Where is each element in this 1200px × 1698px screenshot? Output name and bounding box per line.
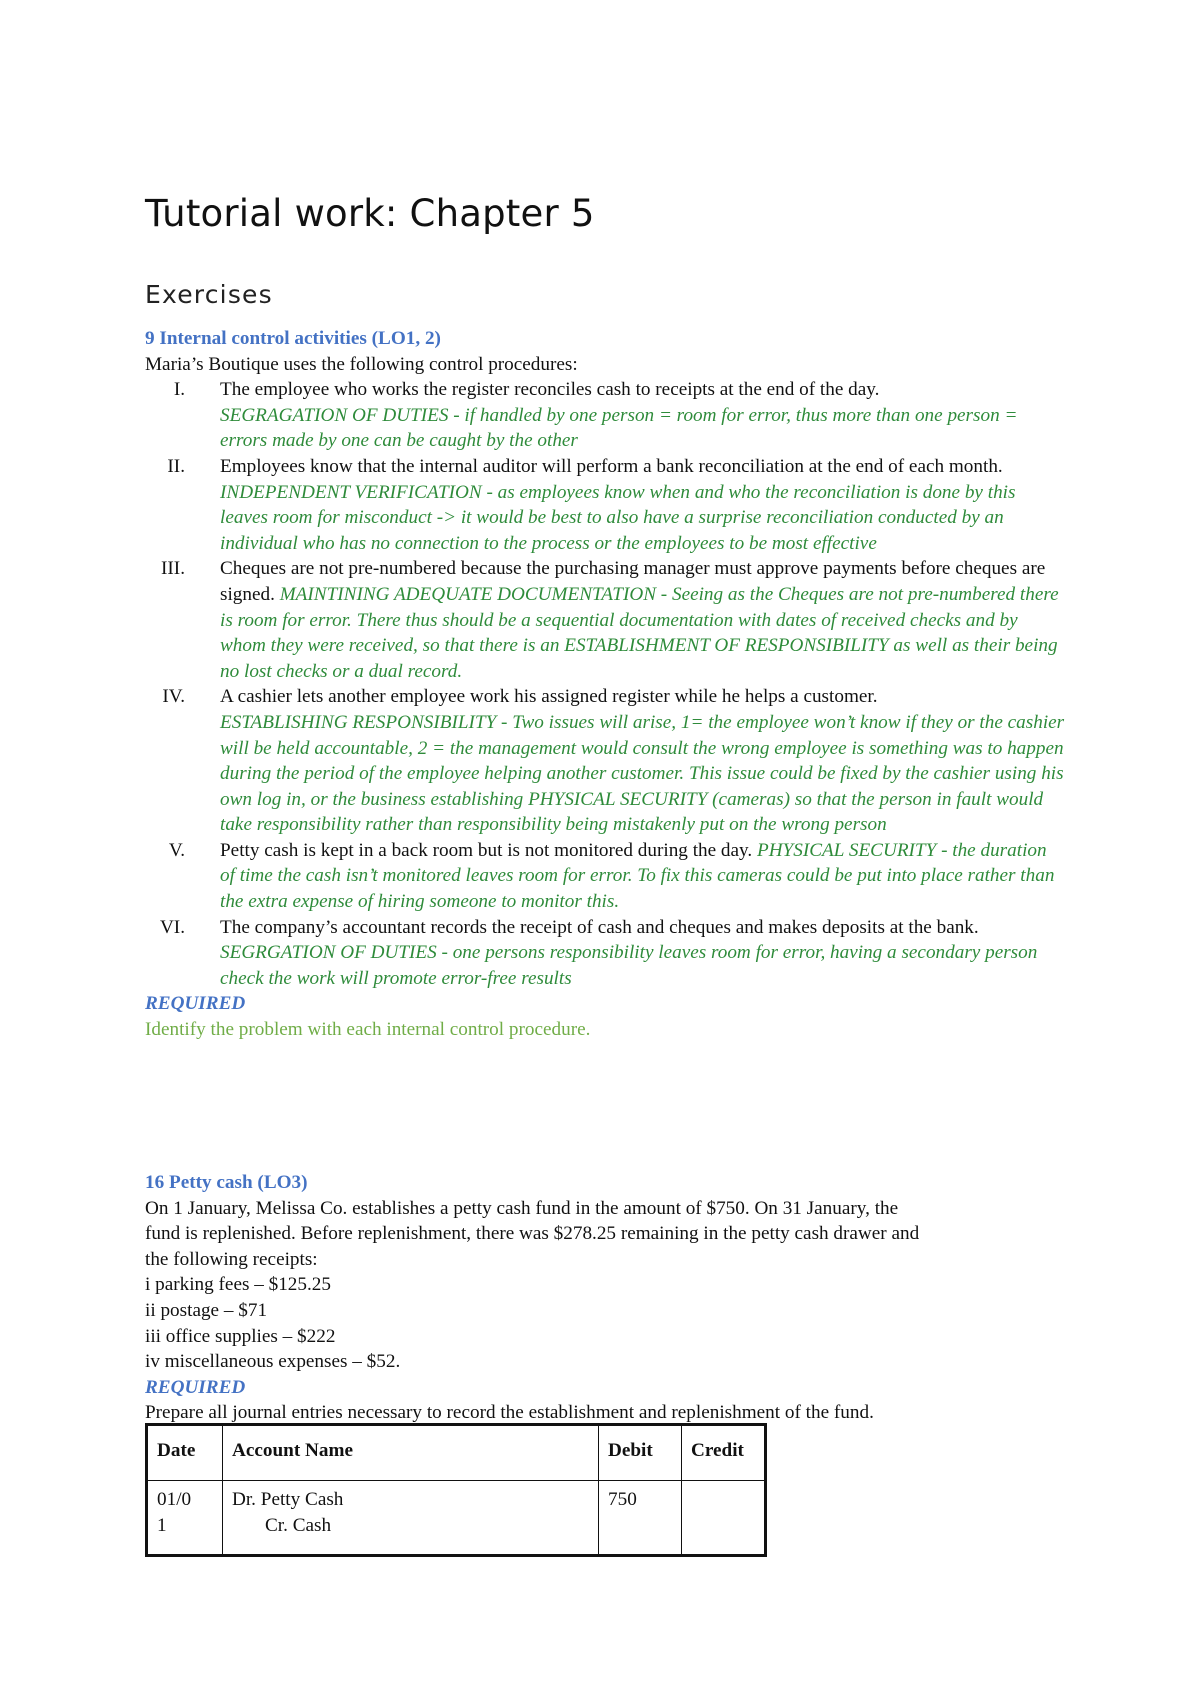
item-number: III. <box>161 558 185 580</box>
item-answer: ESTABLISHING RESPONSIBILITY - Two issues will arise, 1= the employee won’t know if they or the cashier will be held accountable, 2 = the management would consult the wrong employee is something was to happen during the period of the employee helping another customer. This issue could be fixed by the cashier using his own log in, or the business establishing PHYSICAL SECURITY (cameras) so that the person in fault would take responsibility rather than responsibility being mistakenly put on the wrong person <box>220 711 1065 836</box>
date-line: 1 <box>157 1514 167 1536</box>
table-row <box>147 1481 766 1556</box>
date-line: 01/0 <box>157 1489 192 1510</box>
column-header-account: Account Name <box>223 1425 599 1481</box>
item-answer: MAINTINING ADEQUATE DOCUMENTATION - Seeing as the Cheques are not pre-numbered there is room for error. There thus should be a sequential documentation with dates of received checks and by whom they were received, so that there is an ESTABLISHMENT OF RESPONSIBILITY as well as their being no lost checks or a dual record. <box>220 583 1059 682</box>
receipt-item: iii office supplies – $222 <box>145 1325 336 1347</box>
exercise-9 <box>145 326 1065 1043</box>
intro-line: the following receipts: <box>145 1248 318 1270</box>
intro-line: On 1 January, Melissa Co. establishes a petty cash fund in the amount of $750. On 31 January, the <box>145 1197 899 1219</box>
required-text: Prepare all journal entries necessary to record the establishment and replenishment of the fund. <box>145 1402 874 1424</box>
procedure-list <box>145 377 1065 991</box>
item-answer: SEGRGATION OF DUTIES - one persons responsibility leaves room for error, having a secondary person check the work will promote error-free results <box>220 942 1038 989</box>
column-header-credit: Credit <box>682 1425 766 1481</box>
item-number: IV. <box>162 686 185 708</box>
list-item <box>145 915 1065 992</box>
required-label: REQUIRED <box>145 1376 246 1398</box>
item-number: V. <box>168 839 185 861</box>
account-cell <box>223 1481 599 1556</box>
required-text: Identify the problem with each internal control procedure. <box>145 1019 591 1041</box>
section-heading: Exercises <box>145 280 273 309</box>
item-answer: INDEPENDENT VERIFICATION - as employees know when and who the reconciliation is done by this leaves room for misconduct -> it would be best to also have a surprise reconciliation conducted by an individual who has no connection to the process or the employees to be most effective <box>220 481 1016 554</box>
intro-line: fund is replenished. Before replenishment, there was $278.25 remaining in the petty cash drawer and <box>145 1223 920 1245</box>
exercise-title: 9 Internal control activities (LO1, 2) <box>145 328 441 349</box>
receipt-item: ii postage – $71 <box>145 1299 268 1321</box>
credit-account: Cr. Cash <box>265 1514 332 1536</box>
item-number: II. <box>167 455 185 477</box>
table-header-row <box>147 1425 766 1481</box>
item-text: The employee who works the register reconciles cash to receipts at the end of the day. <box>220 379 880 401</box>
item-text: The company’s accountant records the receipt of cash and cheques and makes deposits at the bank. <box>220 916 979 938</box>
credit-cell <box>682 1481 766 1556</box>
column-header-debit: Debit <box>599 1425 682 1481</box>
exercise-intro: Maria’s Boutique uses the following control procedures: <box>145 353 578 375</box>
item-text: Petty cash is kept in a back room but is not monitored during the day. <box>220 839 753 861</box>
list-item <box>145 556 1065 684</box>
required-label: REQUIRED <box>145 993 246 1015</box>
debit-account: Dr. Petty Cash <box>232 1489 344 1510</box>
exercise-16 <box>145 1170 1065 1426</box>
receipt-item: iv miscellaneous expenses – $52. <box>145 1351 401 1373</box>
list-item <box>145 684 1065 838</box>
item-answer: SEGRAGATION OF DUTIES - if handled by one person = room for error, thus more than one person = errors made by one can be caught by the other <box>220 404 1018 452</box>
list-item <box>145 454 1065 556</box>
item-text: Cheques are not pre-numbered because the purchasing manager must approve payments before cheques are signed. <box>220 558 1046 605</box>
list-item <box>145 838 1065 915</box>
item-text: Employees know that the internal auditor will perform a bank reconciliation at the end of each month. <box>220 455 1003 477</box>
column-header-date: Date <box>147 1425 223 1481</box>
item-number: I. <box>173 379 185 401</box>
list-item <box>145 377 1065 454</box>
journal-table <box>145 1423 767 1557</box>
receipt-item: i parking fees – $125.25 <box>145 1274 331 1296</box>
item-answer: PHYSICAL SECURITY - the duration of time the cash isn’t monitored leaves room for error. To fix this cameras could be put into place rather than the extra expense of hiring someone to monitor this. <box>220 839 1055 913</box>
date-cell <box>147 1481 223 1556</box>
page-title: Tutorial work: Chapter 5 <box>145 192 595 235</box>
debit-cell: 750 <box>599 1481 682 1556</box>
item-number: VI. <box>159 916 185 938</box>
exercise-title: 16 Petty cash (LO3) <box>145 1172 308 1193</box>
item-text: A cashier lets another employee work his assigned register while he helps a customer. <box>220 686 878 708</box>
